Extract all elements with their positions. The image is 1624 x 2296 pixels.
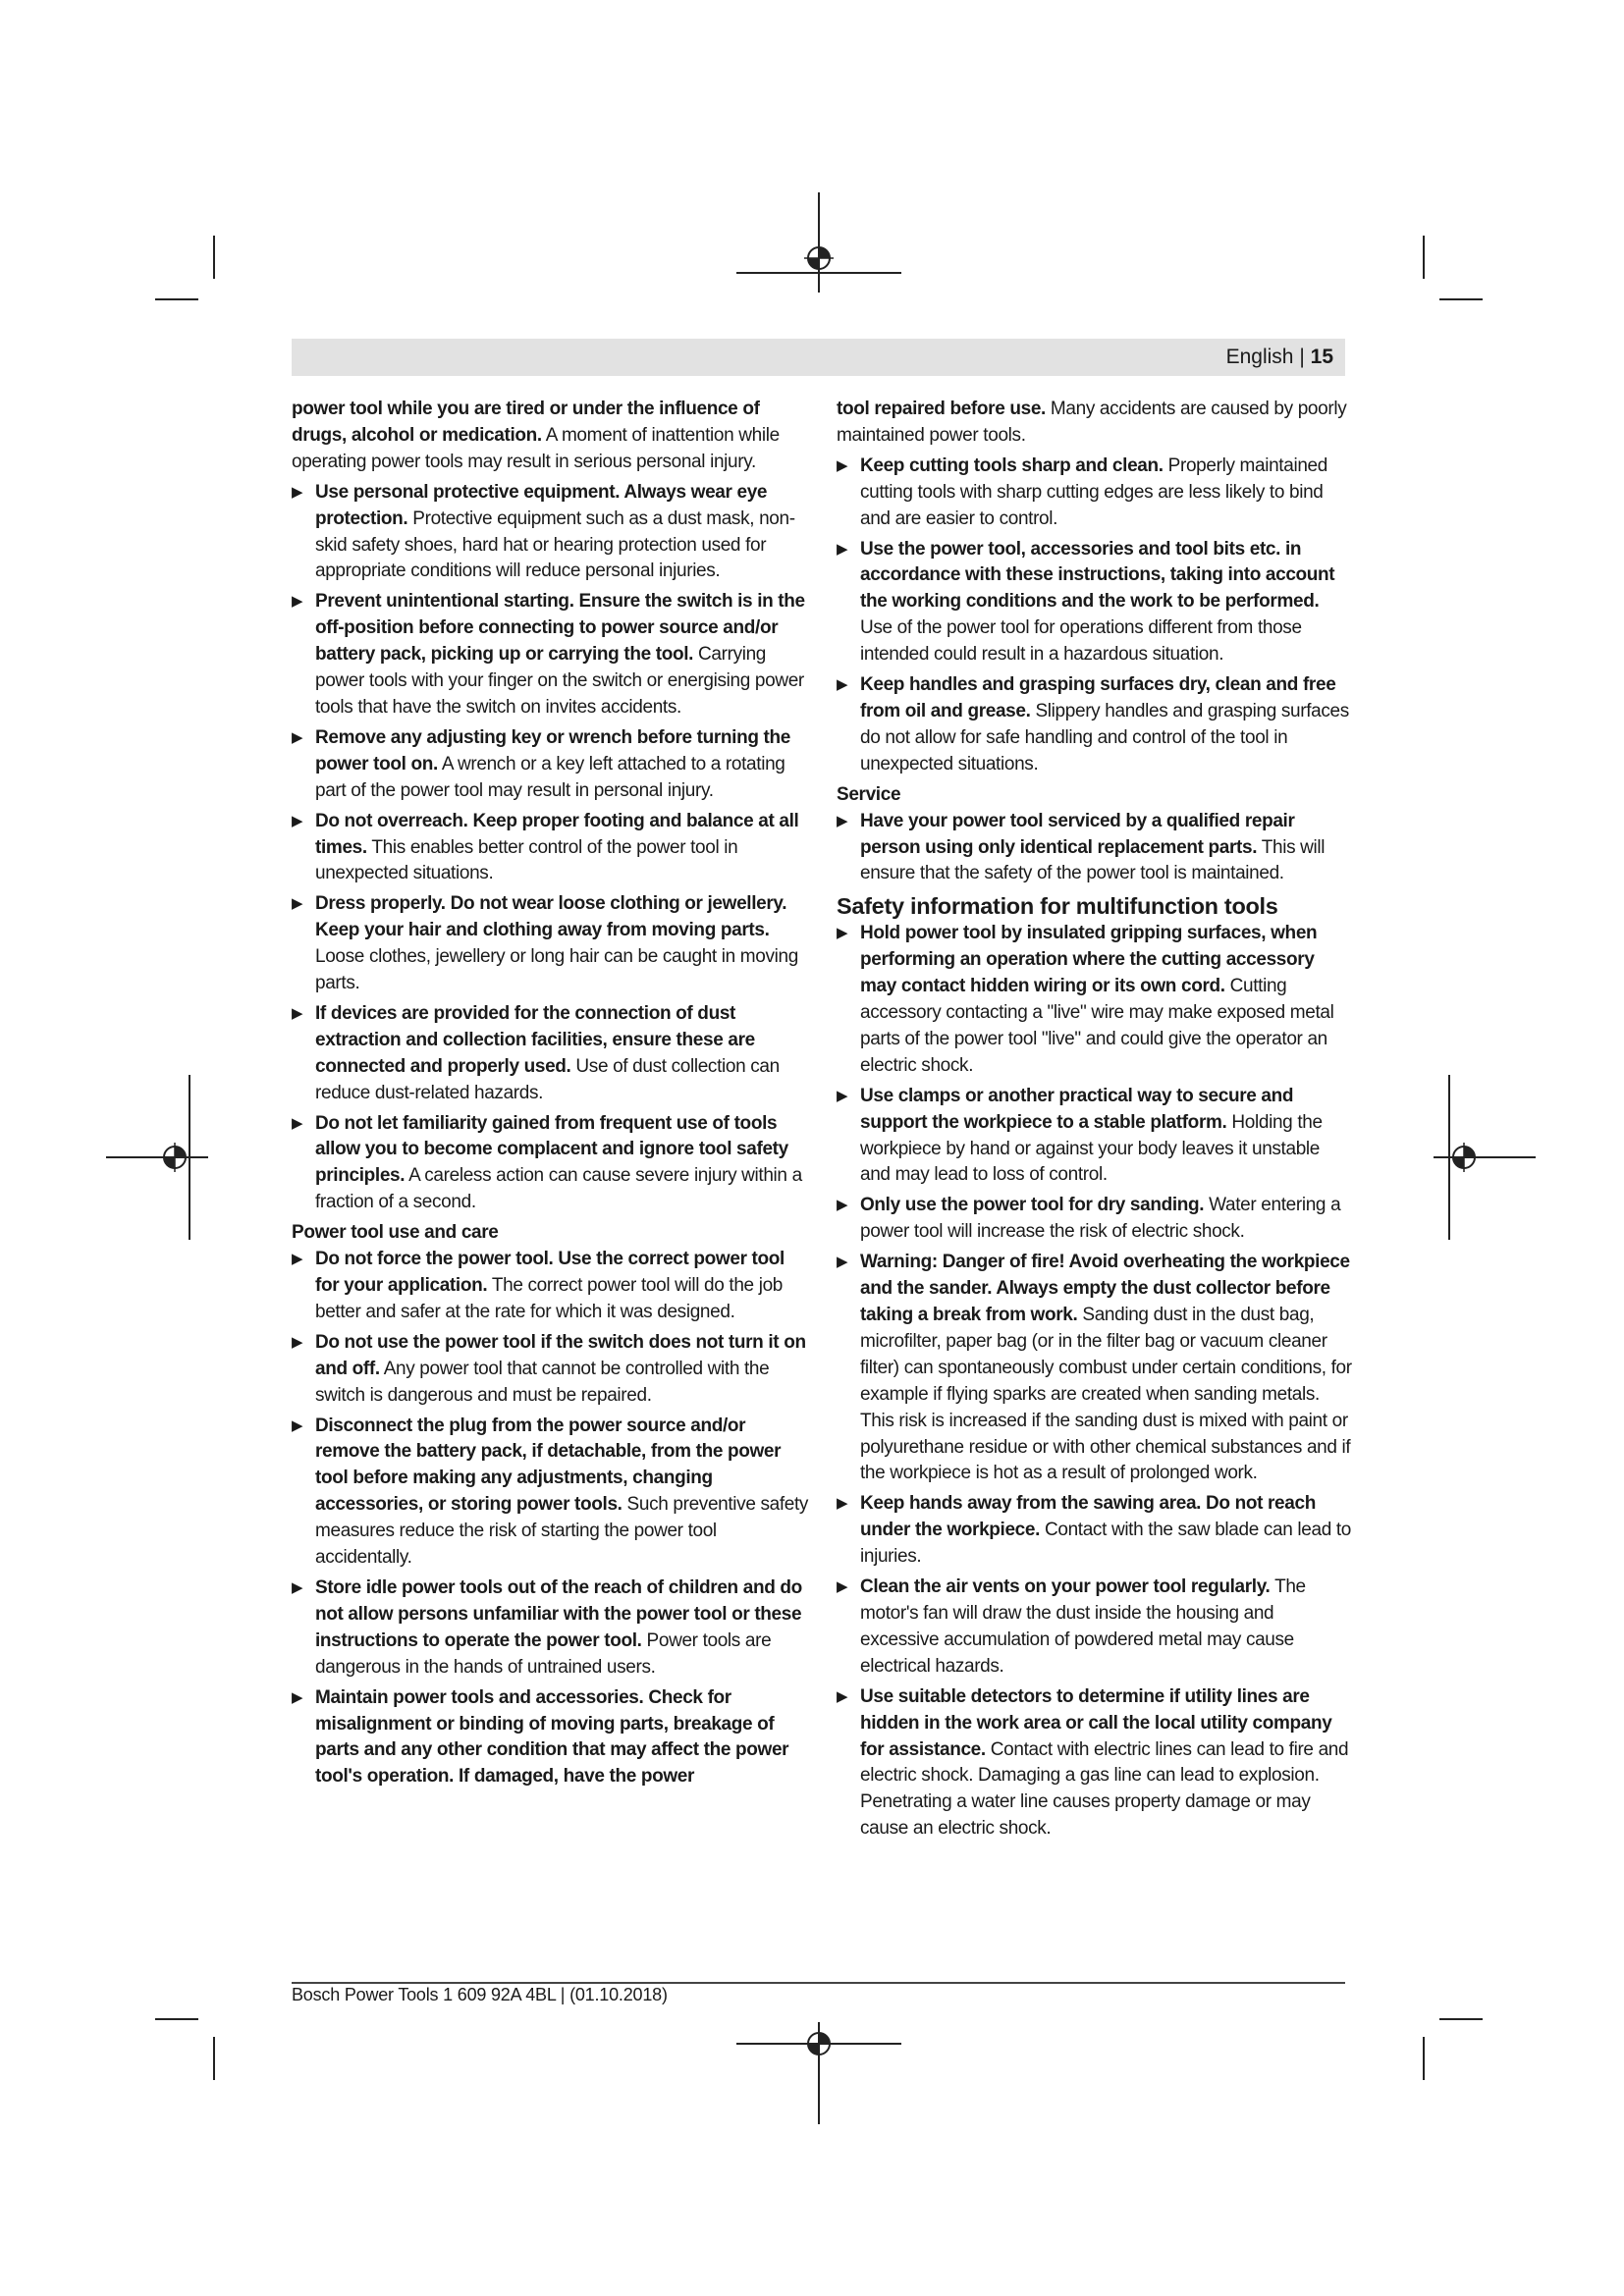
header-separator: | xyxy=(1299,346,1305,368)
item-text: Power tools are dangerous in the hands of untrained users. xyxy=(315,1629,772,1678)
triangle-bullet-icon: ▶ xyxy=(837,456,848,474)
triangle-bullet-icon: ▶ xyxy=(292,593,303,611)
item-lead: Clean the air vents on your power tool regularly. xyxy=(860,1576,1271,1598)
item-text: Protective equipment such as a dust mask, non-skid safety shoes, hard hat or hearing protection used for appropriate conditions will reduce personal injuries. xyxy=(315,507,795,582)
item-lead: Hold power tool by insulated gripping surfaces, when performing an operation where the cutting accessory may contact hidden wiring or its own cord. xyxy=(860,923,1318,997)
crop-mark xyxy=(155,2018,198,2020)
safety-list xyxy=(292,480,809,1216)
item-lead: Keep cutting tools sharp and clean. xyxy=(860,454,1164,476)
crop-mark xyxy=(1423,2037,1425,2080)
safety-list xyxy=(837,454,1354,778)
item-text: Water entering a power tool will increase the risk of electric shock. xyxy=(860,1195,1341,1243)
triangle-bullet-icon: ▶ xyxy=(837,925,848,942)
triangle-bullet-icon: ▶ xyxy=(292,1578,303,1596)
item-text: Slippery handles and grasping surfaces do not allow for safe handling and control of the tool in unexpected situations. xyxy=(860,700,1349,774)
left-column xyxy=(292,397,809,1794)
triangle-bullet-icon: ▶ xyxy=(292,1416,303,1434)
item-lead: Have your power tool serviced by a qualified repair person using only identical replacement parts. xyxy=(860,810,1295,858)
list-item xyxy=(837,1084,1354,1190)
list-item xyxy=(837,454,1354,533)
item-text: This will ensure that the safety of the power tool is maintained. xyxy=(860,836,1326,884)
item-lead: Use suitable detectors to determine if utility lines are hidden in the work area or call the local utility company for assistance. xyxy=(860,1685,1332,1760)
item-lead: Keep hands away from the sawing area. Do not reach under the workpiece. xyxy=(860,1493,1316,1541)
item-lead: Do not force the power tool. Use the correct power tool for your application. xyxy=(315,1249,785,1296)
item-lead: power tool while you are tired or under the influence of drugs, alcohol or medication. xyxy=(292,399,760,446)
item-lead: If devices are provided for the connection of dust extraction and collection facilities, ensure these are connected and properly used. xyxy=(315,1002,755,1077)
list-item xyxy=(837,1491,1354,1571)
item-lead: Remove any adjusting key or wrench before turning the power tool on. xyxy=(315,726,790,774)
item-lead: Only use the power tool for dry sanding. xyxy=(860,1195,1205,1216)
item-text: Such preventive safety measures reduce the risk of starting the power tool accidentally. xyxy=(315,1494,809,1569)
item-lead: Keep handles and grasping surfaces dry, clean and free from oil and grease. xyxy=(860,674,1336,721)
list-item xyxy=(292,480,809,586)
item-text: A moment of inattention while operating power tools may result in serious personal injury. xyxy=(292,424,780,472)
triangle-bullet-icon: ▶ xyxy=(837,540,848,558)
triangle-bullet-icon: ▶ xyxy=(292,728,303,746)
crop-mark xyxy=(155,298,198,300)
item-text: Properly maintained cutting tools with sharp cutting edges are less likely to bind and are easier to control. xyxy=(860,454,1327,529)
triangle-bullet-icon: ▶ xyxy=(837,676,848,694)
list-item xyxy=(292,809,809,888)
continuation-paragraph xyxy=(837,397,1354,450)
item-text: Contact with electric lines can lead to fire and electric shock. Damaging a gas line can lead to explosion. Penetrating a water line causes property damage or may cause an electric shock. xyxy=(860,1738,1349,1840)
triangle-bullet-icon: ▶ xyxy=(292,1333,303,1351)
item-text: Contact with the saw blade can lead to injuries. xyxy=(860,1520,1351,1568)
triangle-bullet-icon: ▶ xyxy=(292,1688,303,1706)
item-text: Use of dust collection can reduce dust-related hazards. xyxy=(315,1055,780,1103)
footer-imprint: Bosch Power Tools 1 609 92A 4BL | (01.10.2018) xyxy=(292,1985,668,2004)
list-item xyxy=(292,1111,809,1217)
page-number: 15 xyxy=(1310,346,1333,368)
registration-line xyxy=(106,1156,208,1158)
crop-mark xyxy=(1423,236,1425,279)
triangle-bullet-icon: ▶ xyxy=(837,1578,848,1596)
triangle-bullet-icon: ▶ xyxy=(292,483,303,501)
section-subheading: Power tool use and care xyxy=(292,1222,499,1244)
item-lead: Prevent unintentional starting. Ensure the switch is in the off-position before connecting to power source and/or battery pack, picking up or carrying the tool. xyxy=(315,591,805,666)
item-text: A careless action can cause severe injury within a fraction of a second. xyxy=(315,1165,802,1213)
triangle-bullet-icon: ▶ xyxy=(292,1004,303,1022)
item-lead: Do not use the power tool if the switch does not turn it on and off. xyxy=(315,1331,806,1379)
item-text: The correct power tool will do the job better and safer at the rate for which it was designed. xyxy=(315,1275,784,1322)
item-text: Holding the workpiece by hand or against your body leaves it unstable and may lead to loss of control. xyxy=(860,1111,1323,1186)
list-item xyxy=(837,809,1354,888)
item-text: Many accidents are caused by poorly maintained power tools. xyxy=(837,399,1347,446)
triangle-bullet-icon: ▶ xyxy=(292,1114,303,1132)
header-label xyxy=(1226,345,1333,370)
section-subheading: Service xyxy=(837,783,901,805)
right-column xyxy=(837,397,1354,1846)
list-item xyxy=(292,725,809,805)
item-lead: Store idle power tools out of the reach of children and do not allow persons unfamiliar with the power tool or these instructions to operate the power tool. xyxy=(315,1576,802,1651)
item-text: Any power tool that cannot be controlled with the switch is dangerous and must be repaired. xyxy=(315,1358,770,1406)
crop-mark xyxy=(1439,298,1483,300)
item-text: Use of the power tool for operations different from those intended could result in a hazardous situation. xyxy=(860,617,1302,666)
list-item xyxy=(292,1247,809,1326)
list-item xyxy=(292,1414,809,1572)
crosshair-registration-icon xyxy=(804,243,834,273)
item-lead: Use personal protective equipment. Always wear eye protection. xyxy=(315,481,768,529)
item-lead: Use the power tool, accessories and tool bits etc. in accordance with these instructions, taking into account the working conditions and the work to be performed. xyxy=(860,538,1335,613)
item-lead: Dress properly. Do not wear loose clothing or jewellery. Keep your hair and clothing away from moving parts. xyxy=(315,893,787,941)
safety-list xyxy=(837,809,1354,888)
section-heading: Safety information for multifunction tools xyxy=(837,893,1278,920)
item-text: A wrench or a key left attached to a rotating part of the power tool may result in personal injury. xyxy=(315,753,785,801)
list-item xyxy=(837,1250,1354,1487)
item-lead: Use clamps or another practical way to secure and support the workpiece to a stable platform. xyxy=(860,1085,1294,1133)
list-item xyxy=(292,1001,809,1107)
crop-mark xyxy=(213,2037,215,2080)
item-text: Carrying power tools with your finger on the switch or energising power tools that have the switch on invites accidents. xyxy=(315,644,804,718)
list-item xyxy=(837,537,1354,669)
crosshair-registration-icon xyxy=(160,1143,189,1172)
triangle-bullet-icon: ▶ xyxy=(837,1687,848,1705)
list-item xyxy=(292,1575,809,1682)
crop-mark xyxy=(1439,2018,1483,2020)
triangle-bullet-icon: ▶ xyxy=(292,1251,303,1268)
page-header xyxy=(292,339,1345,376)
list-item xyxy=(292,1685,809,1791)
triangle-bullet-icon: ▶ xyxy=(837,1087,848,1104)
item-text: Cutting accessory contacting a "live" wire may make exposed metal parts of the power tool "live" and could give the operator an electric shock. xyxy=(860,976,1334,1076)
item-lead: Do not let familiarity gained from frequent use of tools allow you to become complacent and ignore tool safety principles. xyxy=(315,1112,788,1187)
list-item xyxy=(292,1330,809,1410)
item-lead: Maintain power tools and accessories. Check for misalignment or binding of moving parts, breakage of parts and any other condition that may affect the power tool's operation. If damaged, have the power xyxy=(315,1686,789,1788)
list-item xyxy=(292,589,809,721)
list-item xyxy=(837,1684,1354,1842)
continuation-paragraph xyxy=(292,397,809,476)
item-lead: Warning: Danger of fire! Avoid overheating the workpiece and the sander. Always empty the dust collector before taking a break from work. xyxy=(860,1252,1350,1325)
item-text: The motor's fan will draw the dust inside the housing and excessive accumulation of powdered metal may cause electrical hazards. xyxy=(860,1576,1306,1677)
list-item xyxy=(837,1575,1354,1681)
list-item xyxy=(837,921,1354,1079)
list-item xyxy=(292,891,809,997)
crosshair-registration-icon xyxy=(1449,1143,1479,1172)
triangle-bullet-icon: ▶ xyxy=(837,1254,848,1271)
item-lead: Disconnect the plug from the power source and/or remove the battery pack, if detachable, from the power tool before making any adjustments, changing accessories, or storing power tools. xyxy=(315,1415,782,1516)
triangle-bullet-icon: ▶ xyxy=(292,812,303,829)
safety-list xyxy=(292,1247,809,1790)
triangle-bullet-icon: ▶ xyxy=(292,895,303,913)
triangle-bullet-icon: ▶ xyxy=(837,1197,848,1214)
item-text: Sanding dust in the dust bag, microfilter, paper bag (or in the filter bag or vacuum cleaner filter) can spontaneously combust under certain conditions, for example if flying sparks are created when sanding metals. This risk is increased if the sanding dust is mixed with paint or polyurethane residue or with other chemical substances and if the workpiece is hot as a result of prolonged work. xyxy=(860,1305,1352,1484)
item-text: This enables better control of the power tool in unexpected situations. xyxy=(315,836,738,884)
crosshair-registration-icon xyxy=(804,2029,834,2058)
triangle-bullet-icon: ▶ xyxy=(837,1495,848,1513)
item-lead: Do not overreach. Keep proper footing and balance at all times. xyxy=(315,810,799,858)
item-text: Loose clothes, jewellery or long hair can be caught in moving parts. xyxy=(315,946,798,994)
registration-line xyxy=(818,192,820,293)
triangle-bullet-icon: ▶ xyxy=(837,812,848,829)
item-lead: tool repaired before use. xyxy=(837,399,1046,419)
list-item xyxy=(837,1193,1354,1246)
crop-mark xyxy=(213,236,215,279)
safety-list xyxy=(837,921,1354,1842)
list-item xyxy=(837,672,1354,778)
header-language: English xyxy=(1225,346,1294,368)
